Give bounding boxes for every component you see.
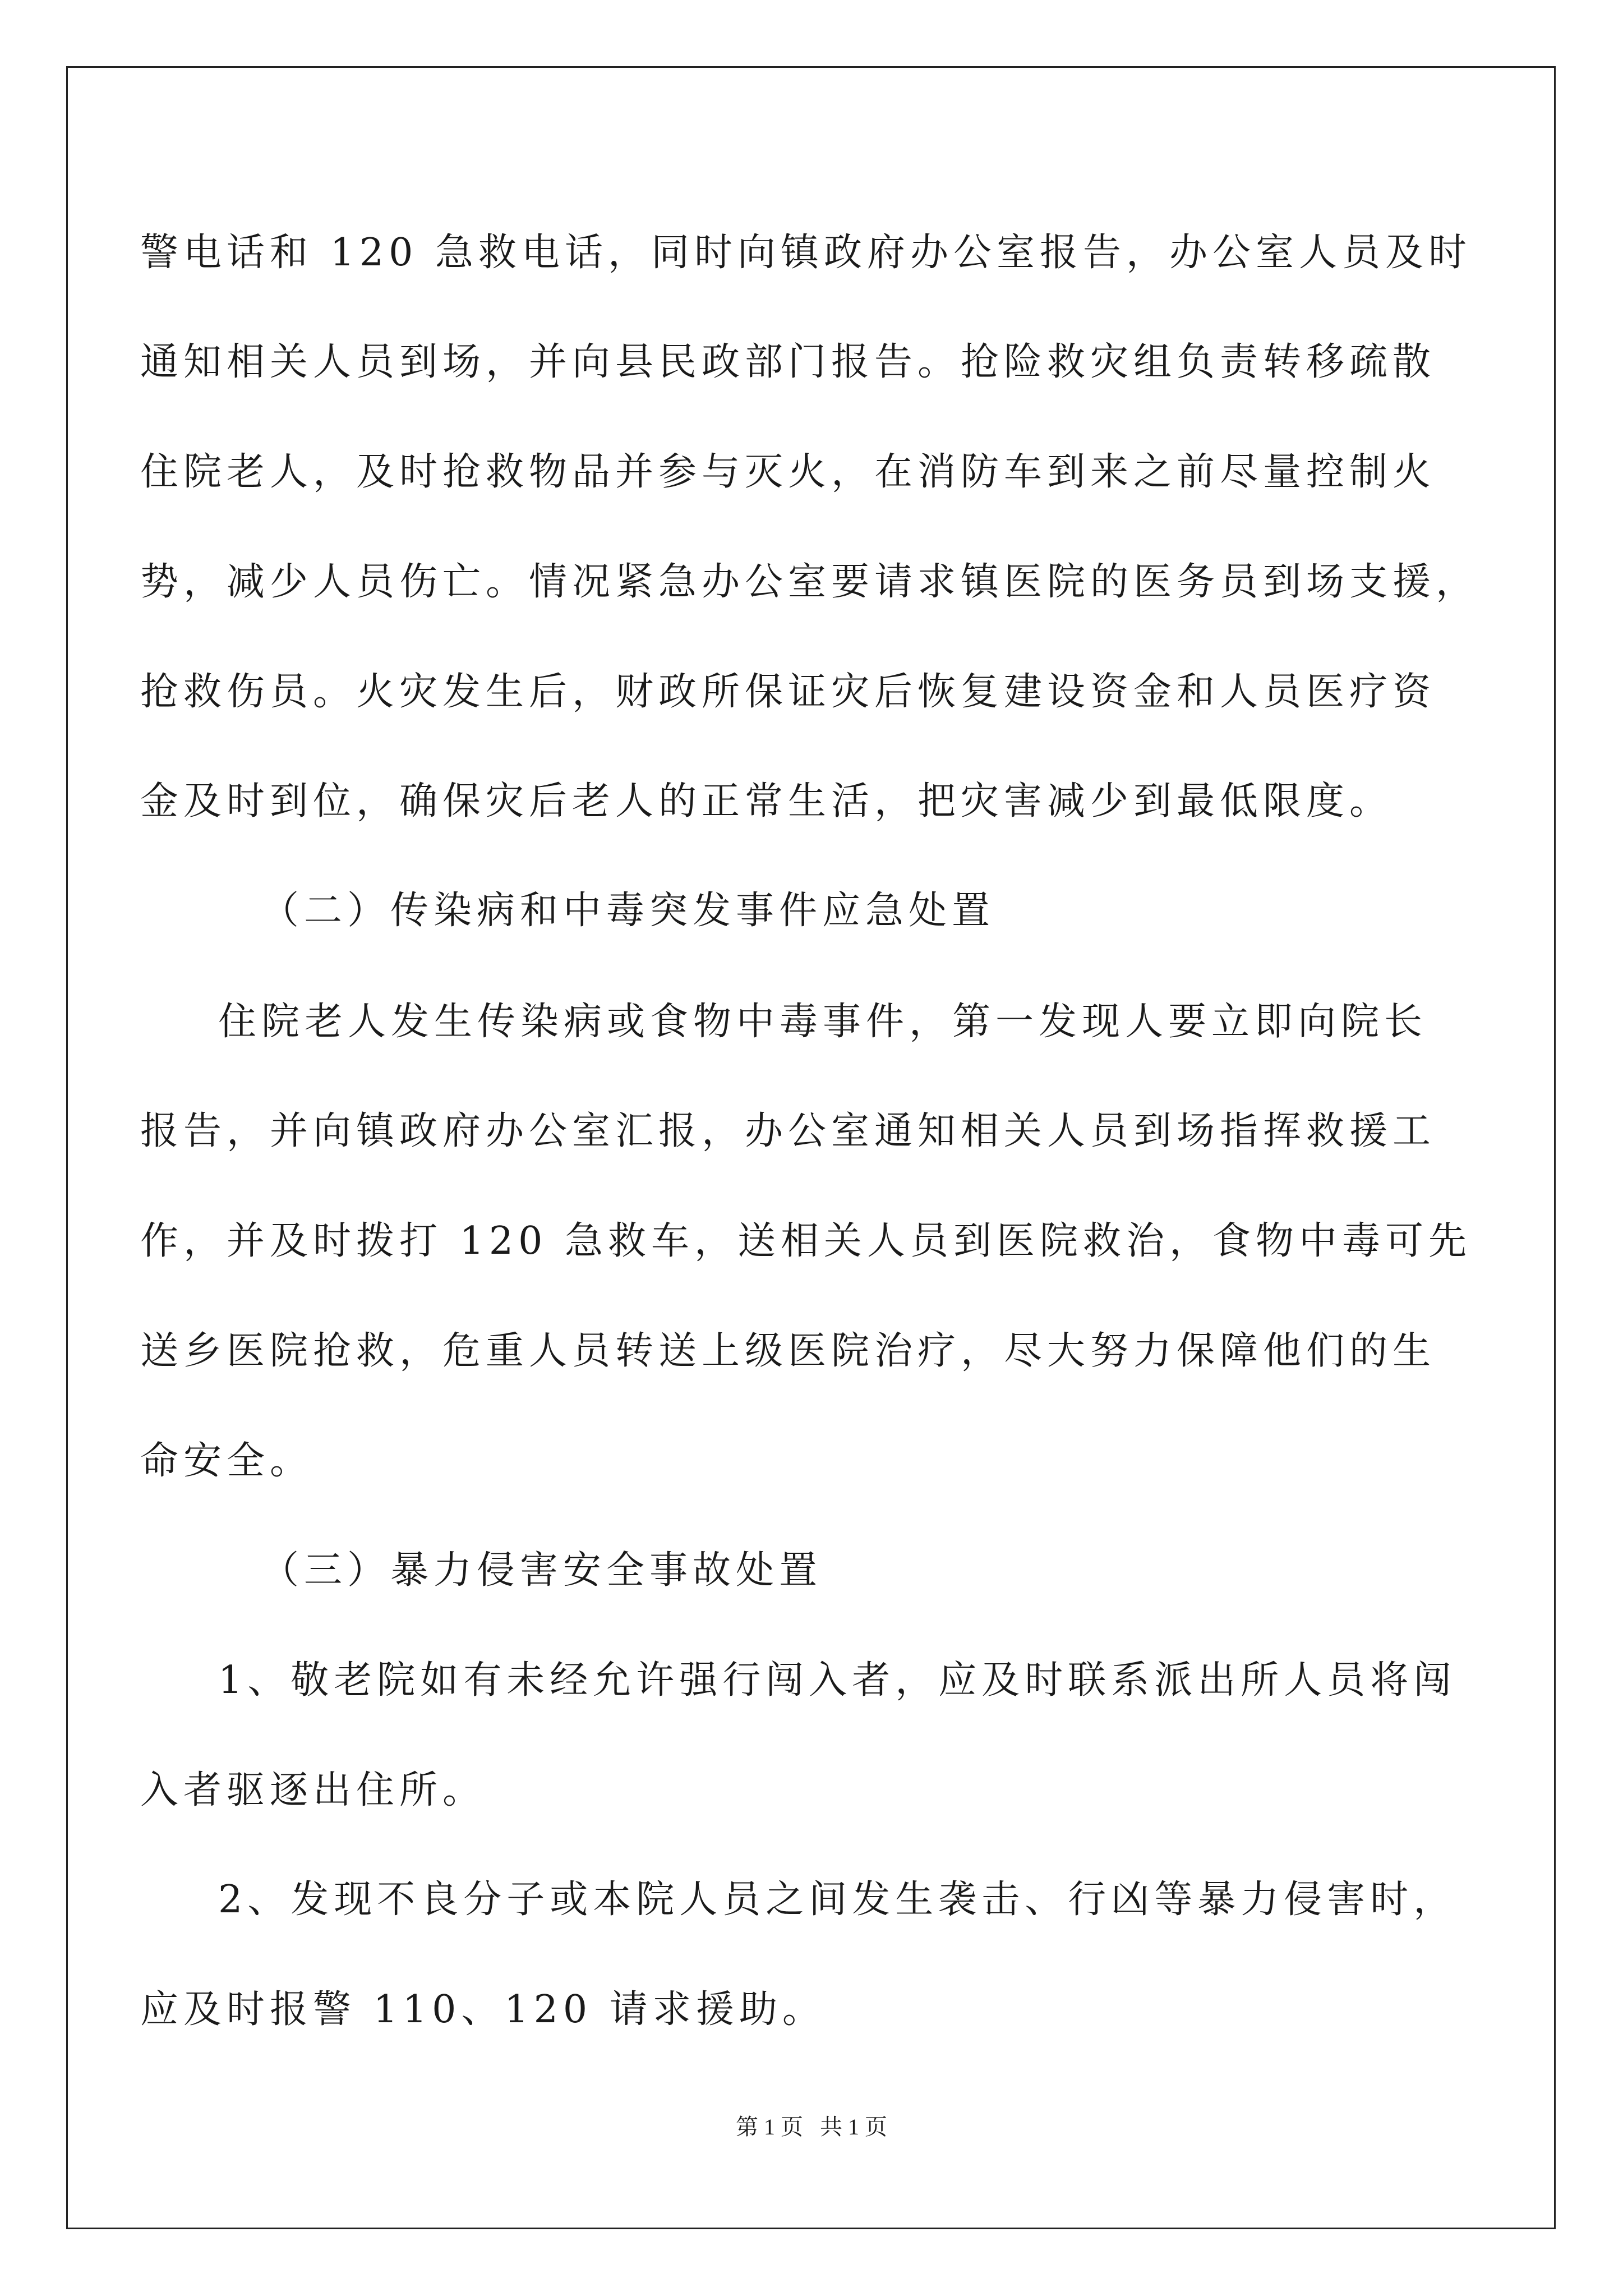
body-line: 命安全。 — [140, 1439, 313, 1483]
body-line: 住院老人，及时抢救物品并参与灭火，在消防车到来之前尽量控制火 — [140, 450, 1436, 494]
body-line: 入者驱逐出住所。 — [140, 1768, 486, 1812]
section-heading: （二）传染病和中毒突发事件应急处置 — [261, 889, 995, 933]
body-line: 住院老人发生传染病或食物中毒事件，第一发现人要立即向院长 — [218, 1000, 1428, 1044]
body-line: 抢救伤员。火灾发生后，财政所保证灾后恢复建设资金和人员医疗资 — [140, 670, 1436, 714]
body-line: 势，减少人员伤亡。情况紧急办公室要请求镇医院的医务员到场支援， — [140, 560, 1479, 604]
body-line: 2、发现不良分子或本院人员之间发生袭击、行凶等暴力侵害时， — [218, 1878, 1457, 1922]
body-line: 应及时报警 110、120 请求援助。 — [140, 1987, 826, 2032]
body-line: 金及时到位，确保灾后老人的正常生活，把灾害减少到最低限度。 — [140, 779, 1393, 823]
body-line: 报告，并向镇政府办公室汇报，办公室通知相关人员到场指挥救援工 — [140, 1109, 1436, 1153]
body-line: 1、敬老院如有未经允许强行闯入者，应及时联系派出所人员将闯 — [218, 1658, 1457, 1703]
body-line: 警电话和 120 急救电话，同时向镇政府办公室报告，办公室人员及时 — [140, 231, 1472, 275]
body-line: 作，并及时拨打 120 急救车，送相关人员到医院救治，食物中毒可先 — [140, 1219, 1472, 1263]
body-line: 通知相关人员到场，并向县民政部门报告。抢险救灾组负责转移疏散 — [140, 340, 1436, 384]
section-heading: （三）暴力侵害安全事故处置 — [261, 1548, 823, 1593]
body-line: 送乡医院抢救，危重人员转送上级医院治疗，尽大努力保障他们的生 — [140, 1329, 1436, 1373]
page-footer: 第 1 页 共 1 页 — [736, 2114, 887, 2139]
